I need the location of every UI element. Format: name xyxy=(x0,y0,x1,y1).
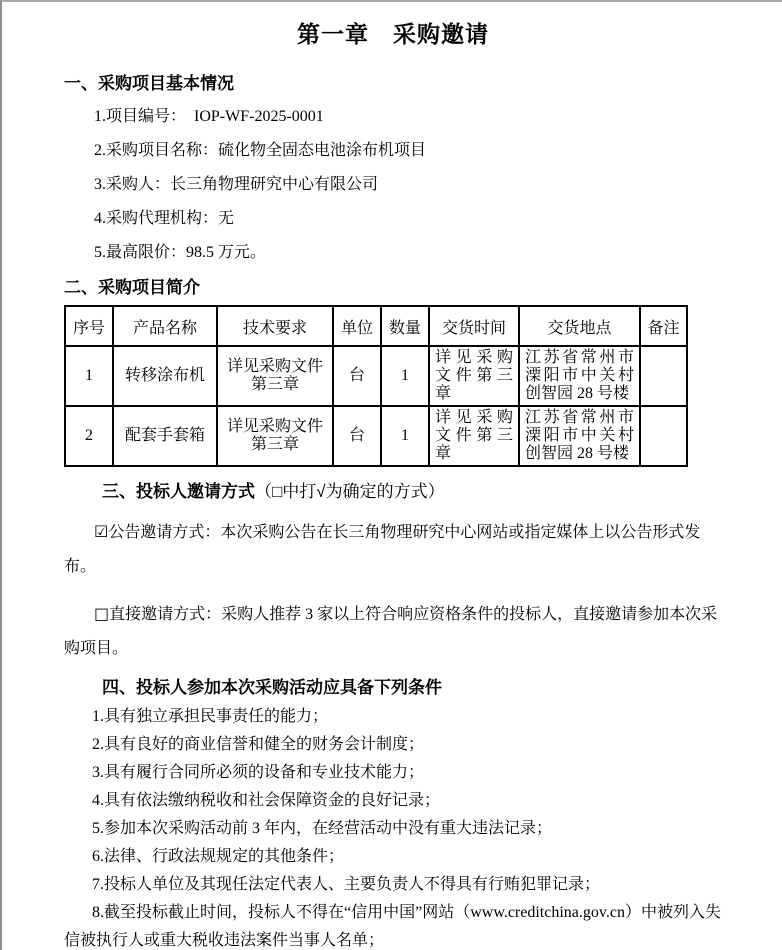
section-4-heading: 四、投标人参加本次采购活动应具备下列条件 xyxy=(102,678,442,697)
table-cell-unit: 台 xyxy=(333,346,381,406)
table-cell-quantity: 1 xyxy=(381,346,429,406)
table-cell-seq: 1 xyxy=(65,346,113,406)
page-title: 第一章 采购邀请 xyxy=(297,22,489,47)
table-cell-delivery-place: 江苏省常州市溧阳市中关村创智园 28 号楼 xyxy=(519,406,640,466)
table-header-row xyxy=(65,306,687,346)
condition-line-2: 2.具有良好的商业信誉和健全的财务会计制度； xyxy=(92,736,425,753)
condition-line-8: 8.截至投标截止时间，投标人不得在“信用中国”网站（www.creditchina.gov.cn）中被列入失信被执行人或重大税收违法案件当事人名单； xyxy=(64,904,721,949)
announcement-invitation-text: 公告邀请方式：本次采购公告在长三角物理研究中心网站或指定媒体上以公告形式发布。 xyxy=(64,524,701,575)
section-3-heading-text: 三、投标人邀请方式 xyxy=(102,482,255,501)
announcement-invitation-paragraph xyxy=(64,515,722,584)
col-header-unit: 单位 xyxy=(333,306,381,346)
col-header-quantity: 数量 xyxy=(381,306,429,346)
section-1-list xyxy=(64,100,722,270)
checkbox-unchecked-icon: □ xyxy=(94,604,110,623)
table-cell-tech-requirements: 详见采购文件第三章 xyxy=(217,346,333,406)
purchaser-line: 3.采购人：长三角物理研究中心有限公司 xyxy=(94,176,379,193)
table-cell-unit: 台 xyxy=(333,406,381,466)
table-cell-seq: 2 xyxy=(65,406,113,466)
table-cell-remarks xyxy=(640,346,687,406)
col-header-delivery-time: 交货时间 xyxy=(429,306,519,346)
page-content xyxy=(2,2,782,950)
price-limit-line: 5.最高限价：98.5 万元。 xyxy=(94,244,267,261)
checkbox-checked-icon: ☑ xyxy=(94,522,109,541)
condition-line-4: 4.具有依法缴纳税收和社会保障资金的良好记录； xyxy=(92,792,441,809)
col-header-seq: 序号 xyxy=(65,306,113,346)
condition-line-6: 6.法律、行政法规规定的其他条件； xyxy=(92,848,345,865)
condition-line-5: 5.参加本次采购活动前 3 年内，在经营活动中没有重大违法记录； xyxy=(92,820,553,837)
table-cell-tech-requirements: 详见采购文件第三章 xyxy=(217,406,333,466)
project-name-line: 2.采购项目名称：硫化物全固态电池涂布机项目 xyxy=(94,142,427,159)
table-cell-remarks xyxy=(640,406,687,466)
table-cell-product-name: 转移涂布机 xyxy=(113,346,217,406)
condition-line-3: 3.具有履行合同所必须的设备和专业技术能力； xyxy=(92,764,425,781)
table-cell-delivery-time: 详见采购文件第三章 xyxy=(429,346,519,406)
direct-invitation-paragraph xyxy=(64,597,722,666)
col-header-delivery-place: 交货地点 xyxy=(519,306,640,346)
table-cell-quantity: 1 xyxy=(381,406,429,466)
condition-line-7: 7.投标人单位及其现任法定代表人、主要负责人不得具有行贿犯罪记录； xyxy=(92,876,601,893)
table-cell-delivery-place: 江苏省常州市溧阳市中关村创智园 28 号楼 xyxy=(519,346,640,406)
table-cell-product-name: 配套手套箱 xyxy=(113,406,217,466)
table-row xyxy=(65,406,687,466)
section-3-heading xyxy=(64,482,722,502)
section-2-heading: 二、采购项目简介 xyxy=(64,278,200,297)
products-table xyxy=(64,305,688,467)
direct-invitation-text: 直接邀请方式：采购人推荐 3 家以上符合响应资格条件的投标人，直接邀请参加本次采购项目。 xyxy=(64,606,718,657)
agency-line: 4.采购代理机构：无 xyxy=(94,210,235,227)
project-number-line: 1.项目编号： IOP-WF-2025-0001 xyxy=(94,108,324,125)
table-cell-delivery-time: 详见采购文件第三章 xyxy=(429,406,519,466)
section-1-heading: 一、采购项目基本情况 xyxy=(64,74,234,93)
col-header-remarks: 备注 xyxy=(640,306,687,346)
section-3-heading-note: （□中打√为确定的方式） xyxy=(255,482,445,501)
condition-line-1: 1.具有独立承担民事责任的能力； xyxy=(92,708,329,725)
section-4-list xyxy=(64,703,722,950)
table-row xyxy=(65,346,687,406)
col-header-product-name: 产品名称 xyxy=(113,306,217,346)
col-header-tech-requirements: 技术要求 xyxy=(217,306,333,346)
